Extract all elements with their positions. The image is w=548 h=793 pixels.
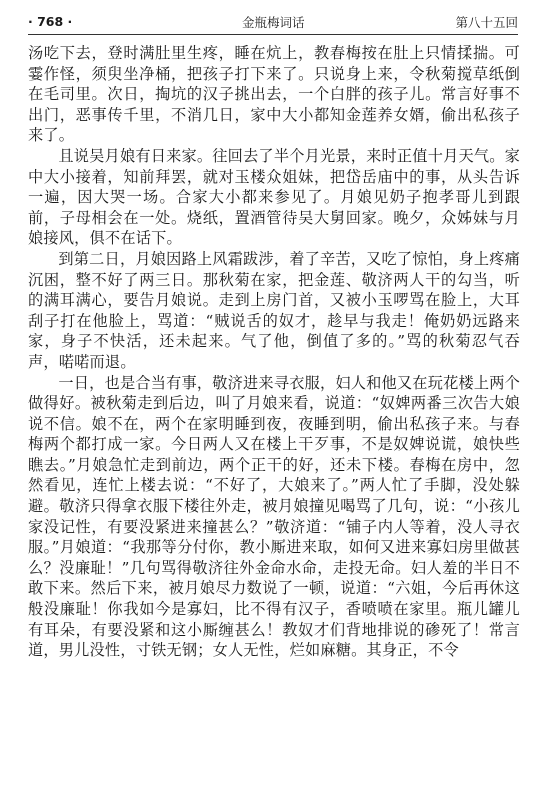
chapter-title: 第八十五回: [455, 15, 518, 30]
paragraph-1: 汤吃下去，登时满肚里生疼，睡在炕上，教春梅按在肚上只情揉揣。可霎作怪，须臾坐净桶，把孩子打下来了。只说身上来，令秋菊搅草纸倒在毛司里。次日，掏坑的汉子挑出去，一个白胖的孩子儿。常言好事不出门，恶事传千里，不消几日，家中大小都知金莲养女婿，偷出私孩子来了。: [28, 44, 520, 145]
book-title: 金瓶梅词话: [242, 15, 305, 30]
header-rule: [28, 34, 518, 35]
paragraph-4: 一日，也是合当有事，敬济进来寻衣服，妇人和他又在玩花楼上两个做得好。被秋菊走到后边，叫了月娘来看，说道：“奴婢两番三次告大娘说不信。娘不在，两个在家明睡到夜，夜睡到明，偷出私孩子来。与春梅两个都打成一家。今日两人又在楼上干歹事，不是奴婢说谎，娘快些瞧去。”月娘急忙走到前边，两个正干的好，还未下楼。春梅在房中，忽然看见，连忙上楼去说：“不好了，大娘来了。”两人忙了手脚，没处躲避。敬济只得拿衣服下楼往外走，被月娘撞见喝骂了几句，说：“小孩儿家没记性，有要没紧进来撞甚么？”敬济道：“铺子内人等着，没人寻衣服。”月娘道：“我那等分付你，教小厮进来取，如何又进来寡妇房里做甚么？没廉耻！”几句骂得敬济往外金命水命，走投无命。妇人羞的半日不敢下来。然后下来，被月娘尽力数说了一顿，说道：“六姐，今后再休这般没廉耻！你我如今是寡妇，比不得有汉子，香喷喷在家里。瓶儿罐儿有耳朵，有要没紧和这小厮缠甚么！教奴才们背地排说的碜死了！常言道，男儿没性，寸铁无钢；女人无性，烂如麻糖。其身正，不令: [28, 373, 521, 660]
paragraph-2: 且说吴月娘有日来家。往回去了半个月光景，来时正值十月天气。家中大小接着，知前拜罢，就对玉楼众姐妹，把岱岳庙中的事，从头告诉一遍，因大哭一场。合家大小都来参见了。月娘见奶子抱孝哥儿到跟前，子母相会在一处。烧纸，置酒管待吴大舅回家。晚夕，众姊妹与月娘接风，俱不在话下。: [28, 146, 521, 248]
page-number: · 768 ·: [28, 14, 73, 29]
paragraph-3: 到第二日，月娘因路上风霜跋涉，着了辛苦，又吃了惊怕，身上疼痛沉困，整不好了两三日。那秋菊在家，把金莲、敬济两人干的勾当，听的满耳满心，要告月娘说。走到上房门首，又被小玉啰骂在脸上，大耳刮子打在他脸上，骂道：“贼说舌的奴才，趁早与我走！俺奶奶远路来家，身子不快活，还未起来。气了他，倒值了多的。”骂的秋菊忍气吞声，喏喏而退。: [28, 249, 521, 371]
body-text: [28, 43, 520, 661]
